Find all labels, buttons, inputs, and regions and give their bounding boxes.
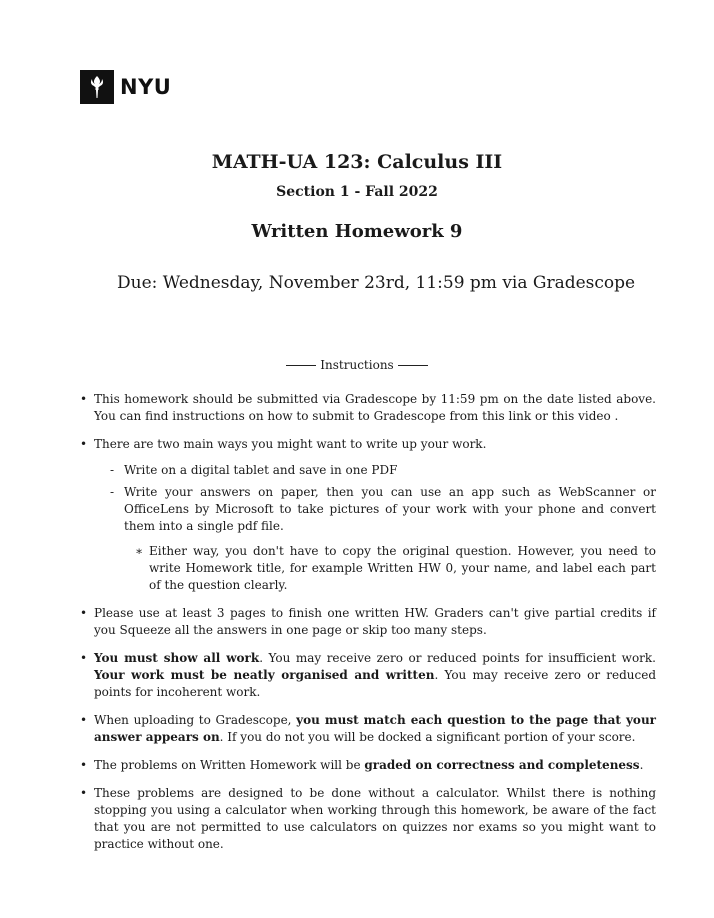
course-title: MATH-UA 123: Calculus III — [211, 151, 503, 173]
grading-emphasis: graded on correctness and completeness — [364, 758, 640, 772]
instruction-submission — [80, 391, 656, 425]
torch-icon — [80, 70, 114, 104]
write-up-note — [80, 543, 656, 594]
heading-rule-left — [286, 365, 316, 366]
homework-title: Written Homework 9 — [251, 221, 463, 242]
grading-text-1: The problems on Written Homework will be — [94, 758, 365, 772]
instruction-submission-text: This homework should be submitted via Gradescope by 11:59 pm on the date listed above. You can find instructions on how to submit to Gradescope from this link or this video . — [94, 392, 656, 423]
instructions-heading — [0, 358, 714, 372]
dash: - — [110, 463, 115, 477]
instruction-write-up — [80, 436, 656, 594]
instruction-show-work — [80, 650, 656, 701]
grading-text-2: . — [639, 758, 644, 772]
logo-text: NYU — [120, 75, 172, 99]
instruction-calculator — [80, 785, 656, 853]
bullet: • — [80, 713, 88, 727]
neat-work-text: . You may receive zero or reduced points for incoherent work. — [94, 668, 656, 699]
write-up-option-tablet — [80, 462, 656, 479]
bullet: • — [80, 437, 88, 451]
asterisk: ∗ — [135, 544, 144, 558]
instruction-write-up-text: There are two main ways you might want to write up your work. — [94, 437, 487, 451]
matching-emphasis: you must match each question to the page that your answer appears on — [94, 713, 656, 744]
matching-text-1: When uploading to Gradescope, — [94, 713, 297, 727]
dash: - — [110, 485, 115, 499]
bullet: • — [80, 758, 88, 772]
bullet: • — [80, 392, 88, 406]
matching-text-2: . If you do not you will be docked a significant portion of your score. — [219, 730, 636, 744]
write-up-note-text: Either way, you don't have to copy the original question. However, you need to write Homework title, for example Written HW 0, your name, and label each part of the question clearly. — [149, 544, 656, 592]
instruction-pages-text: Please use at least 3 pages to finish one written HW. Graders can't give partial credits if you Squeeze all the answers in one page or skip too many steps. — [94, 606, 656, 637]
instruction-gradescope-matching — [80, 712, 656, 746]
instruction-pages — [80, 605, 656, 639]
heading-rule-right — [398, 365, 428, 366]
neat-work-emphasis: Your work must be neatly organised and written — [94, 668, 435, 682]
write-up-option-paper — [80, 484, 656, 535]
due-date: Due: Wednesday, November 23rd, 11:59 pm via Gradescope — [117, 273, 636, 293]
instruction-grading — [80, 757, 656, 774]
instructions-heading-text: Instructions — [320, 358, 394, 372]
bullet: • — [80, 786, 88, 800]
write-up-option-paper-text: Write your answers on paper, then you can use an app such as WebScanner or OfficeLens by Microsoft to take pictures of your work with your phone and convert them into a single pdf file. — [124, 485, 656, 533]
nyu-logo — [80, 70, 171, 104]
section-title: Section 1 - Fall 2022 — [276, 184, 438, 200]
show-work-text: . You may receive zero or reduced points for insufficient work. — [259, 651, 656, 665]
bullet: • — [80, 651, 88, 665]
instructions-list — [80, 391, 656, 864]
instruction-calculator-text: These problems are designed to be done without a calculator. Whilst there is nothing stopping you using a calculator when working through this homework, be aware of the fact that you are not permitted to use calculators on quizzes nor exams so you might want to practice without one. — [94, 786, 656, 851]
bullet: • — [80, 606, 88, 620]
write-up-option-tablet-text: Write on a digital tablet and save in one PDF — [124, 463, 398, 477]
show-work-emphasis: You must show all work — [94, 651, 260, 665]
